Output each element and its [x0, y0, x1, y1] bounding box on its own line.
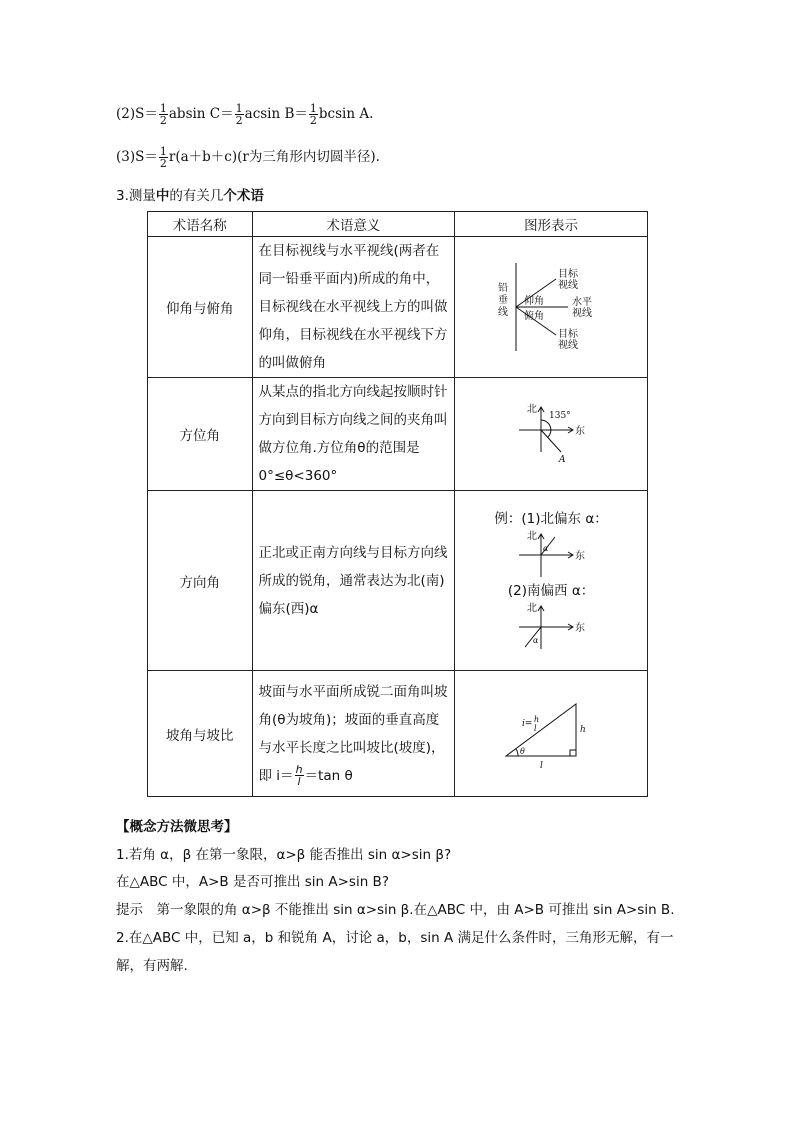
example-2-label: (2)南偏西 α：: [507, 582, 595, 599]
theta-label: θ: [520, 746, 525, 756]
alpha-label: α: [533, 635, 539, 645]
table-row: [148, 491, 648, 671]
depression-label: 俯角: [524, 311, 545, 322]
terms-table: [147, 211, 648, 797]
elevation-label: 仰角: [524, 296, 545, 307]
elevation-depression-diagram: [496, 261, 606, 353]
angle-label: 135°: [549, 411, 571, 421]
north-label: 北: [527, 530, 538, 542]
plumb-label-2: 垂: [498, 295, 509, 306]
table-row: [148, 671, 648, 797]
table-row: [148, 378, 648, 491]
formula-area-3: [116, 146, 380, 169]
slope-diagram: [496, 698, 606, 770]
slope-fraction: $\frac{h}{l}$: [295, 763, 303, 788]
fraction-half: $\frac{1}{2}$: [235, 102, 243, 127]
question-1b: 在△ABC 中，A>B 是否可推出 sin A>sin B?: [116, 874, 389, 890]
term-name: 坡角与坡比: [148, 671, 253, 797]
question-1a: 1.若角 α，β 在第一象限，α>β 能否推出 sin α>sin β?: [116, 847, 452, 863]
term-name: 仰角与俯角: [148, 237, 253, 378]
alpha-label: α: [543, 543, 549, 553]
section-3-heading: 3.测量中的有关几个术语: [116, 188, 264, 204]
target-top-2: 视线: [558, 280, 579, 291]
slope-frac-l: l: [534, 723, 537, 733]
fraction-half: $\frac{1}{2}$: [309, 102, 317, 127]
header-figure: 图形表示: [455, 212, 648, 237]
term-meaning: 坡面与水平面所成锐二面角叫坡角(θ为坡角)；坡面的垂直高度与水平长度之比叫坡比(坡度)，即 i＝ $\frac{h}{l}$ ＝tan θ: [252, 671, 455, 797]
length-label: l: [540, 760, 543, 770]
formula-term: bcsin A.: [318, 106, 374, 122]
direction-ne-diagram: [511, 529, 591, 581]
figure-azimuth: [455, 378, 648, 491]
formula-label: (3)S＝: [116, 149, 158, 165]
figure-direction: [455, 491, 648, 671]
direction-sw-diagram: [511, 601, 591, 653]
slope-frac-h: h: [534, 714, 540, 724]
north-label: 北: [527, 404, 538, 415]
think-heading: 【概念方法微思考】: [116, 819, 238, 835]
table-row: [148, 237, 648, 378]
formula-label: (2)S＝: [116, 106, 158, 122]
term-name: 方向角: [148, 491, 253, 671]
height-label: h: [580, 724, 586, 735]
hint-text: 提示 第一象限的角 α>β 不能推出 sin α>sin β.在△ABC 中，由 A>B 可推出 sin A>sin B.: [116, 902, 675, 918]
fraction-half: $\frac{1}{2}$: [159, 102, 167, 127]
north-label: 北: [527, 602, 538, 614]
formula-term: r(a＋b＋c)(r为三角形内切圆半径).: [168, 149, 380, 165]
term-meaning: 从某点的指北方向线起按顺时针方向到目标方向线之间的夹角叫做方位角.方位角θ的范围是 0°≤θ<360°: [252, 378, 455, 491]
term-meaning: 正北或正南方向线与目标方向线所成的锐角，通常表达为北(南)偏东(西)α: [252, 491, 455, 671]
formula-area-2: [116, 103, 373, 126]
east-label: 东: [575, 622, 586, 634]
question-2b: 解，有两解.: [116, 958, 188, 974]
target-bot-2: 视线: [558, 340, 579, 351]
question-2a: 2.在△ABC 中，已知 a，b 和锐角 A，讨论 a，b，sin A 满足什么条件时，三角形无解，有一: [116, 930, 674, 946]
horizon-2: 视线: [572, 308, 593, 319]
header-name: 术语名称: [148, 212, 253, 237]
target-bot-1: 目标: [558, 329, 579, 340]
header-meaning: 术语意义: [252, 212, 455, 237]
east-label: 东: [575, 426, 586, 437]
point-label: A: [559, 455, 566, 465]
figure-slope: [455, 671, 648, 797]
table-header-row: [148, 212, 648, 237]
east-label: 东: [575, 550, 586, 562]
term-name: 方位角: [148, 378, 253, 491]
fraction-half: $\frac{1}{2}$: [159, 145, 167, 170]
plumb-label-1: 铅: [498, 283, 509, 294]
slope-i-label: i=: [522, 718, 533, 729]
formula-term: absin C＝: [168, 106, 234, 122]
horizon-1: 水平: [572, 297, 593, 308]
term-meaning: 在目标视线与水平视线(两者在同一铅垂平面内)所成的角中，目标视线在水平视线上方的叫做仰角，目标视线在水平视线下方的叫做俯角: [252, 237, 455, 378]
figure-elevation-depression: [455, 237, 648, 378]
formula-term: acsin B＝: [244, 106, 308, 122]
plumb-label-3: 线: [498, 307, 509, 318]
example-1-label: 例：(1)北偏东 α：: [494, 510, 608, 527]
target-top-1: 目标: [558, 269, 579, 280]
azimuth-diagram: [511, 402, 591, 466]
